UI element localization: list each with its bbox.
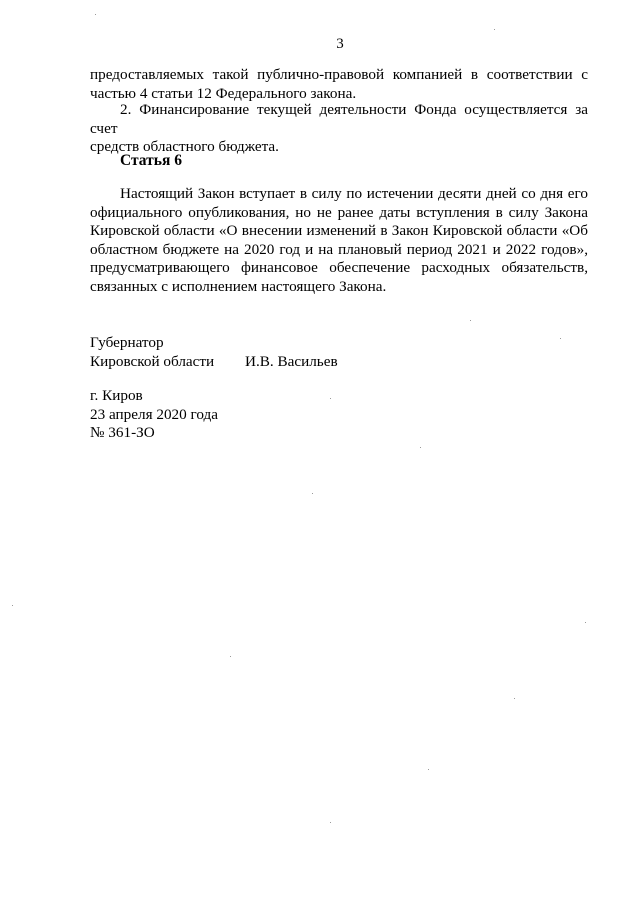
text-line: Кировской области «О внесении изменений в Закон Кировской области «Об [90, 222, 588, 239]
signatory-name: И.В. Васильев [245, 352, 338, 370]
scan-speck [514, 698, 515, 699]
scan-speck [560, 338, 561, 339]
signatory-position: Губернатор [90, 334, 164, 351]
signatory-region: Кировской области [90, 352, 215, 370]
signature-block [90, 334, 338, 371]
scan-speck [420, 447, 421, 448]
scan-speck [312, 493, 313, 494]
scan-speck [428, 769, 429, 770]
text-line: официального опубликования, но не ранее даты вступления в силу Закона [90, 203, 588, 221]
scan-speck [470, 320, 471, 321]
place-date-block [90, 387, 218, 443]
paragraph-effective-date [90, 185, 588, 296]
text-line: средств областного бюджета. [90, 138, 279, 155]
scan-speck [230, 656, 231, 657]
text-line: связанных с исполнением настоящего Закона. [90, 277, 387, 295]
paragraph-continuation [90, 66, 588, 103]
scan-speck [12, 605, 13, 606]
city: г. Киров [90, 387, 143, 404]
text-line: частью 4 статьи 12 Федерального закона. [90, 84, 357, 102]
scan-speck [494, 29, 495, 30]
scan-speck [330, 822, 331, 823]
scan-speck [330, 398, 331, 399]
text-line: предусматривающего финансовое обеспечение расходных обязательств, [90, 259, 588, 276]
law-date: 23 апреля 2020 года [90, 405, 218, 423]
text-line: областном бюджете на 2020 год и на плановый период 2021 и 2022 годов», [90, 240, 588, 258]
scan-speck [585, 622, 586, 623]
signature-row [90, 353, 338, 372]
scan-speck [95, 14, 96, 15]
text-line: Настоящий Закон вступает в силу по истечении десяти дней со дня его [120, 185, 588, 202]
text-line: 2. Финансирование текущей деятельности Фонда осуществляется за счет [90, 101, 588, 137]
paragraph-financing [90, 101, 588, 157]
law-number: № 361-ЗО [90, 424, 155, 441]
text-line: предоставляемых такой публично-правовой компанией в соответствии с [90, 66, 588, 83]
article-heading: Статья 6 [120, 152, 182, 169]
page-number: 3 [336, 36, 344, 52]
